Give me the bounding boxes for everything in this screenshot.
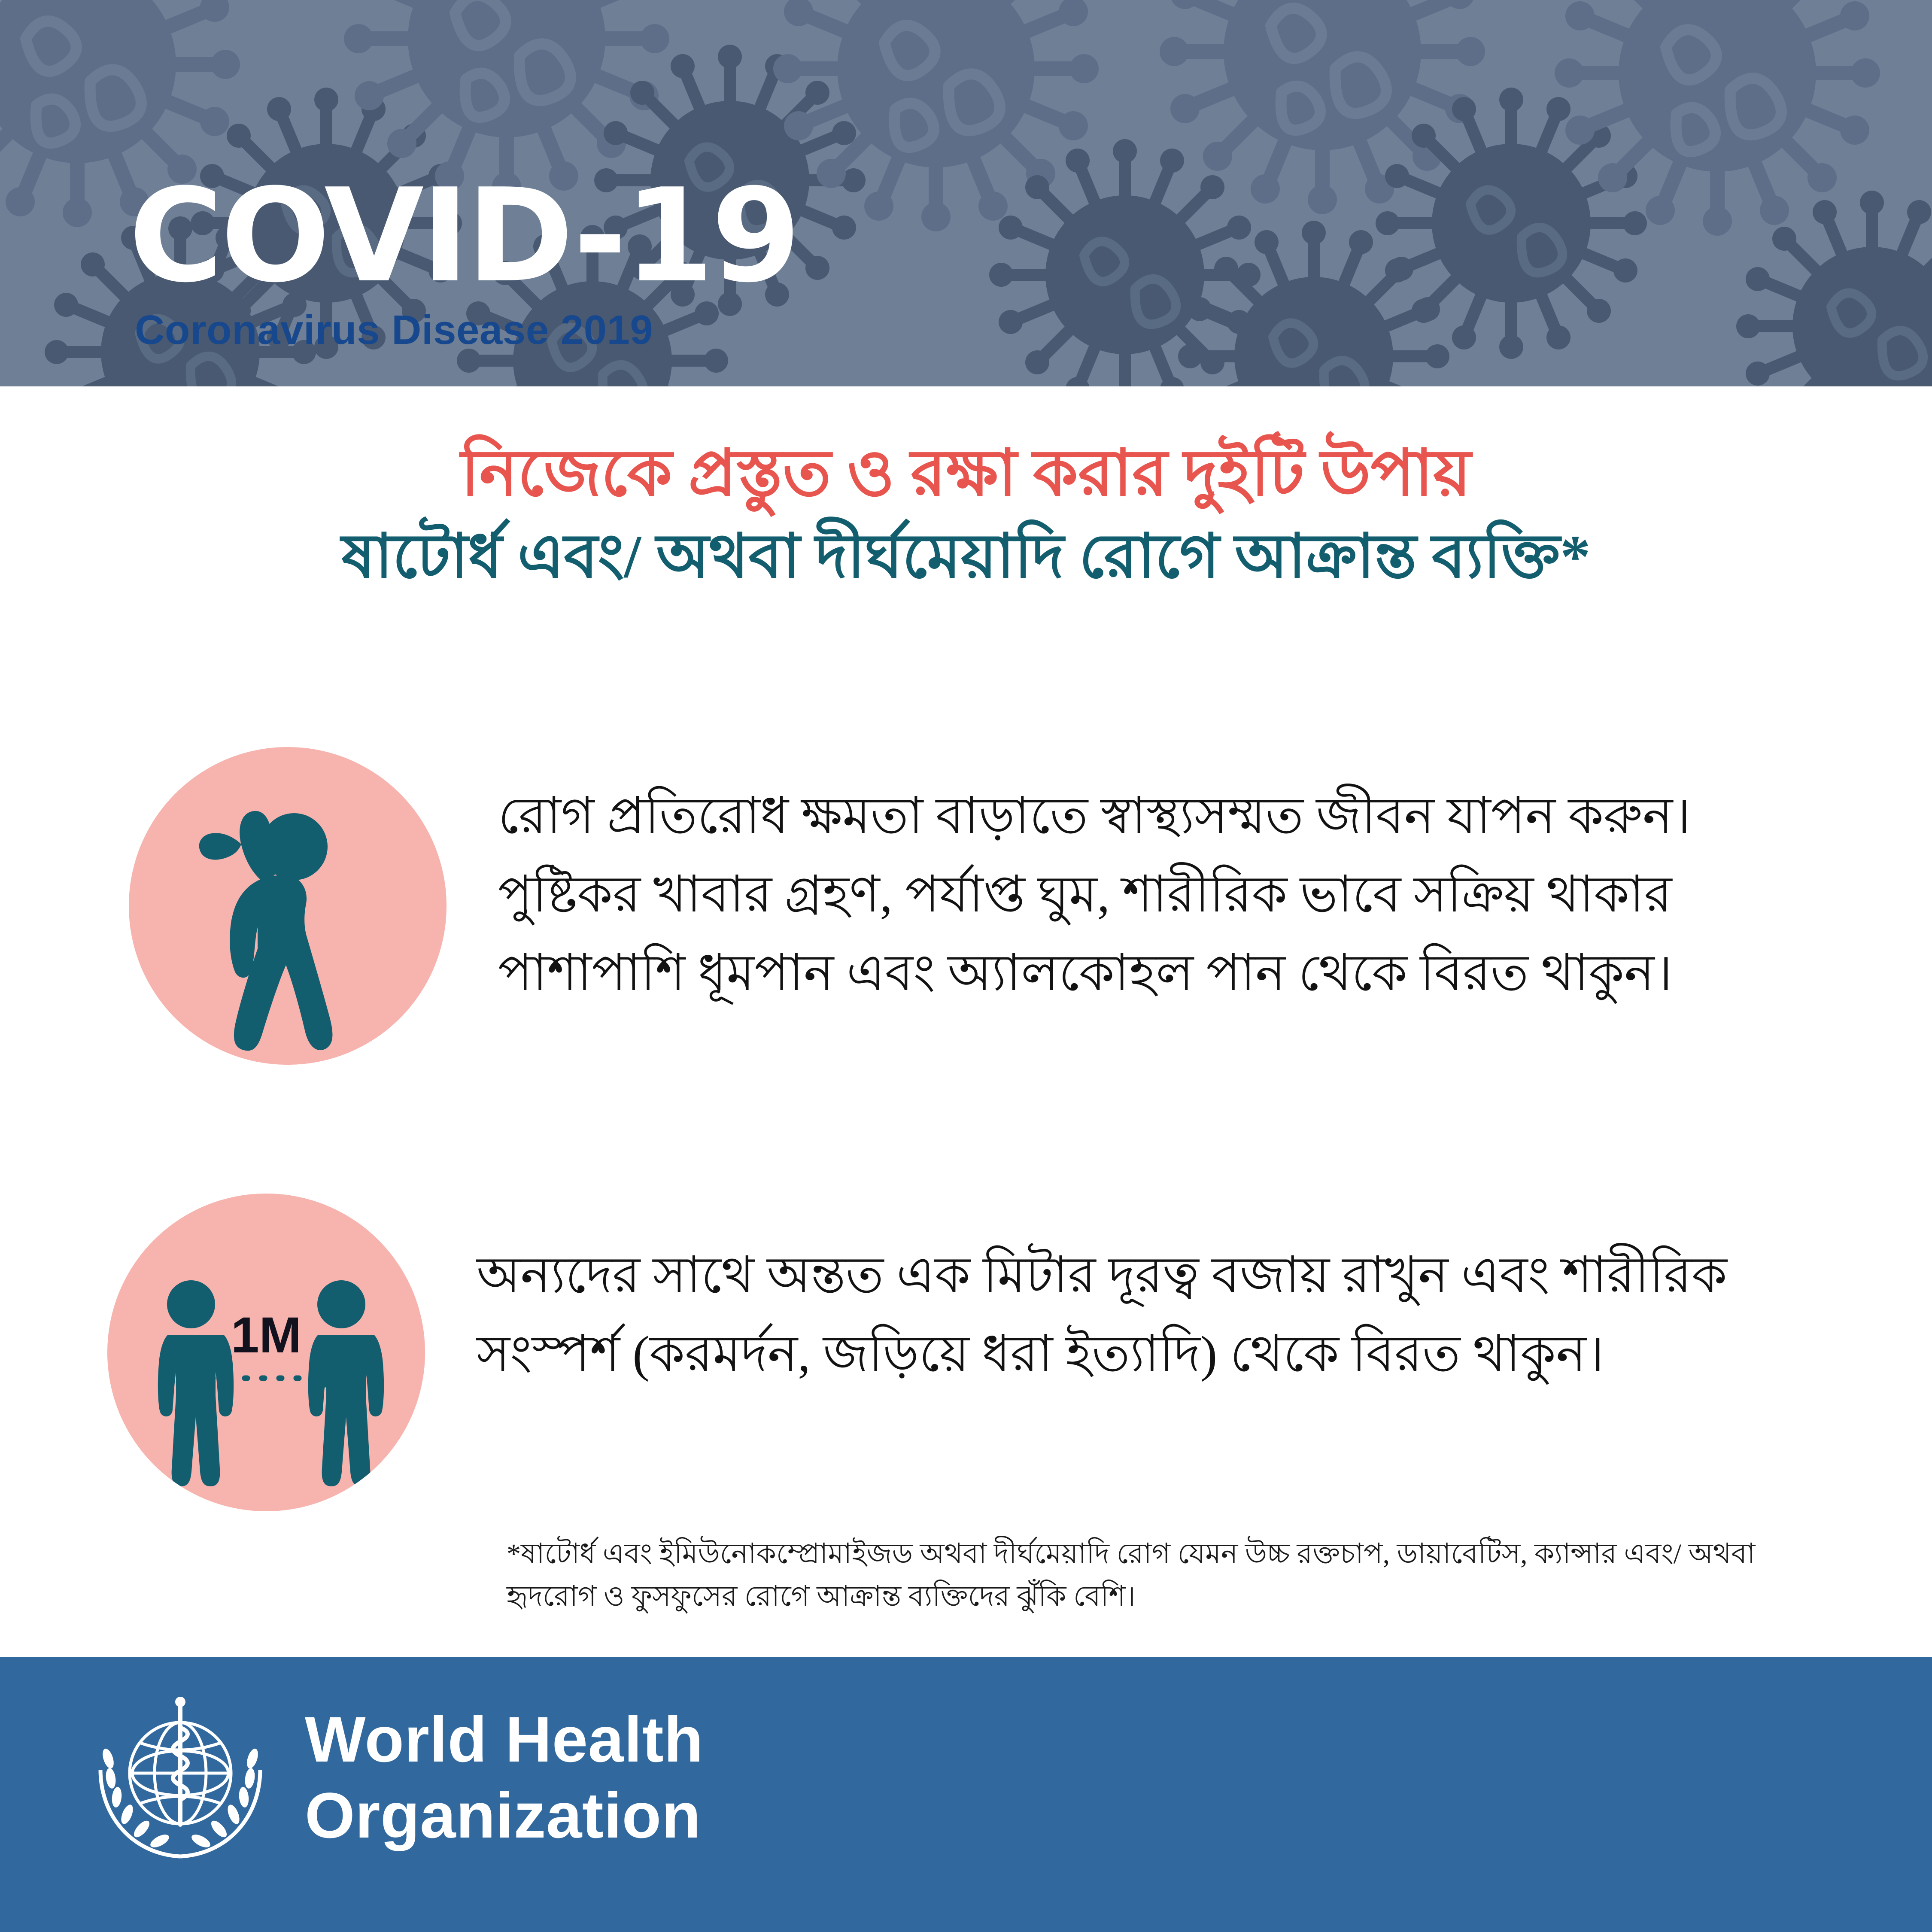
- footnote-text: *ষাটোর্ধ এবং ইমিউনোকম্প্রোমাইজড অথবা দীর্ঘমেয়াদি রোগ যেমন উচ্চ রক্তচাপ, ডায়াবেটিস, ক্যান্সার এবং/ অথবা হৃদরোগ ও ফুসফুসের রোগে আক্রান্ত ব্যক্তিদের ঝুঁকি বেশি।: [507, 1538, 1756, 1612]
- headline-secondary: ষাটোর্ধ এবং/ অথবা দীর্ঘমেয়াদি রোগে আক্রান্ত ব্যক্তি*: [341, 522, 1591, 590]
- distance-label: 1M: [231, 1307, 301, 1364]
- who-branding: [86, 1683, 703, 1872]
- who-org-line1: World Health: [305, 1703, 704, 1775]
- tip-item-2: [107, 1194, 1825, 1511]
- poster-header: [0, 0, 1932, 386]
- tip-item-1: [129, 747, 1825, 1065]
- who-emblem-icon: [86, 1683, 275, 1872]
- tip-2-text: অন্যদের সাথে অন্তত এক মিটার দূরত্ব বজায় রাখুন এবং শারীরিক সংস্পর্শ (করমর্দন, জড়িয়ে ধরা ইত্যাদি) থেকে বিরত থাকুন।: [477, 1247, 1727, 1382]
- who-org-name: [305, 1701, 703, 1853]
- who-footer-bar: [0, 1657, 1932, 1932]
- physical-distance-icon: [107, 1194, 425, 1511]
- headline-block: [0, 434, 1932, 595]
- who-org-line2: Organization: [305, 1779, 701, 1851]
- stretching-person-icon: [129, 747, 447, 1065]
- page-title: COVID-19: [129, 161, 799, 311]
- page-subtitle: Coronavirus Disease 2019: [135, 307, 653, 353]
- header-text-group: [129, 161, 799, 354]
- tip-1-text: রোগ প্রতিরোধ ক্ষমতা বাড়াতে স্বাস্থ্যসম্মত জীবন যাপন করুন। পুষ্টিকর খাবার গ্রহণ, পর্যাপ্ত ঘুম, শারীরিক ভাবে সক্রিয় থাকার পাশাপাশি ধূমপান এবং অ্যালকোহল পান থেকে বিরত থাকুন।: [498, 788, 1691, 1001]
- headline-primary: নিজেকে প্রস্তুত ও রক্ষা করার দুইটি উপায়: [461, 438, 1471, 509]
